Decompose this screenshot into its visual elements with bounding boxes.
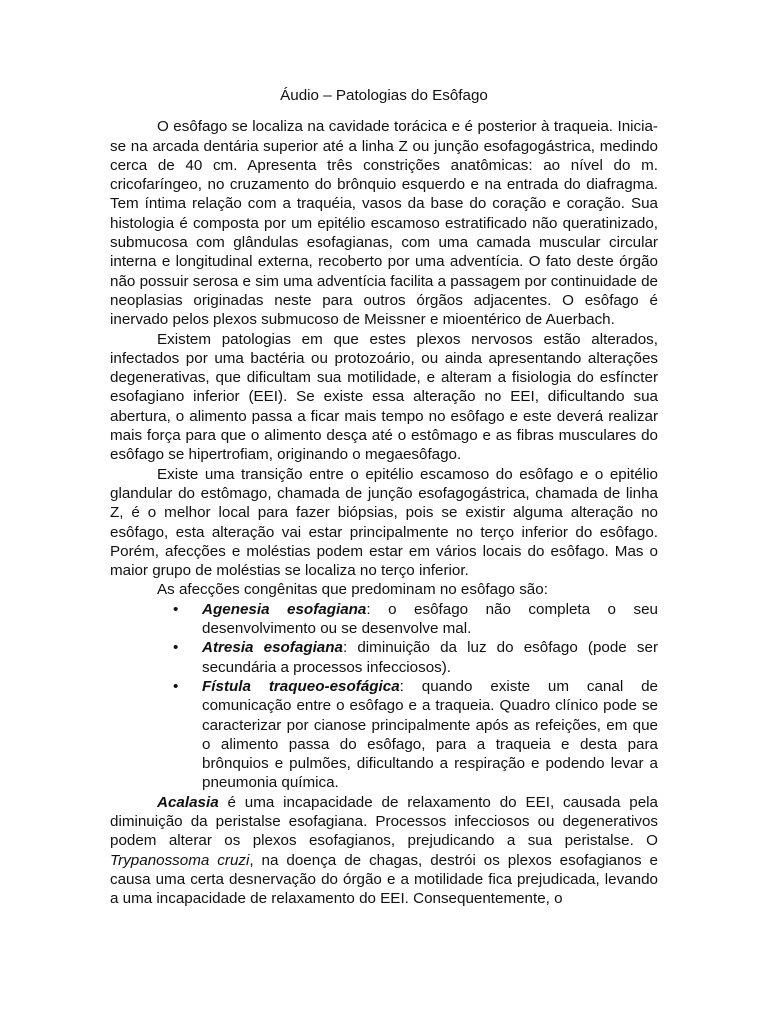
achalasia-text-b: , na doença de chagas, destrói os plexos esofagianos e causa uma certa desnervação do órgão e a motilidade fica prejudicada, levando a uma incapacidade de relaxamento do EEI. Consequentemente, o [110, 851, 658, 908]
list-item-term: Fístula traqueo-esofágica [202, 677, 400, 695]
list-item-text: : o esôfago não completa o seu desenvolvimento ou se desenvolve mal. [202, 600, 658, 638]
document-title: Áudio – Patologias do Esôfago [280, 87, 488, 104]
bullet-icon: • [173, 677, 179, 695]
paragraph-z-line: Existe uma transição entre o epitélio escamoso do esôfago e o epitélio glandular do estômago, chamada de junção esofagogástrica, chamada de linha Z, é o melhor local para fazer biópsias, pois se existir alguma alteração no esôfago, esta alteração vai estar principalmente no terço inferior do esôfago. Porém, afecções e moléstias podem estar em vários locais do esôfago. Mas o maior grupo de moléstias se localiza no terço inferior. [110, 465, 658, 580]
list-item-text: : quando existe um canal de comunicação entre o esôfago e a traqueia. Quadro clínico pode se caracterizar por cianose principalmente após as refeições, em que o alimento passa do esôfago, para a traqueia e desta para brônquios e pulmões, dificultando a respiração e podendo levar a pneumonia química. [202, 677, 658, 792]
congenital-list [110, 600, 658, 793]
paragraph-anatomy: O esôfago se localiza na cavidade torácica e é posterior à traqueia. Inicia-se na arcada dentária superior até a linha Z ou junção esofagogástrica, medindo cerca de 40 cm. Apresenta três constrições anatômicas: ao nível do m. cricofaríngeo, no cruzamento do brônquio esquerdo e na entrada do diafragma. Tem íntima relação com a traquéia, vasos da base do coração e coração. Sua histologia é composta por um epitélio escamoso estratificado não queratinizado, submucosa com glândulas esofagianas, com uma camada muscular circular interna e longitudinal externa, recoberto por uma adventícia. O fato deste órgão não possuir serosa e sim uma adventícia facilita a passagem por continuidade de neoplasias originadas neste para outros órgãos adjacentes. O esôfago é inervado pelos plexos submucoso de Meissner e mioentérico de Auerbach. [110, 118, 658, 329]
trypanosoma-term: Trypanossoma cruzi [110, 851, 250, 869]
list-item-text: : diminuição da luz do esôfago (pode ser secundária a processos infecciosos). [202, 639, 658, 676]
list-item [110, 638, 658, 677]
list-item-term: Agenesia esofagiana [202, 600, 367, 618]
list-item [110, 677, 658, 793]
paragraph-congenital-intro: As afecções congênitas que predominam no esôfago são: [157, 581, 548, 599]
achalasia-term: Acalasia [157, 793, 219, 811]
bullet-icon: • [173, 600, 179, 618]
achalasia-text-a: é uma incapacidade de relaxamento do EEI, causada pela diminuição da peristalse esofagiana. Processos infecciosos ou degenerativos podem alterar os plexos esofagianos, prejudicando a sua peristalse. O [110, 793, 658, 850]
bullet-icon: • [173, 639, 179, 657]
paragraph-achalasia [110, 793, 658, 909]
list-item [110, 600, 658, 639]
list-item-term: Atresia esofagiana [202, 639, 343, 657]
paragraph-plexus-pathologies: Existem patologias em que estes plexos nervosos estão alterados, infectados por uma bactéria ou protozoário, ou ainda apresentando alterações degenerativas, que dificultam sua motilidade, e alteram a fisiologia do esfíncter esofagiano inferior (EEI). Se existe essa alteração no EEI, dificultando sua abertura, o alimento passa a ficar mais tempo no esôfago e este deverá realizar mais força para que o alimento desça até o estômago e as fibras musculares do esôfago se hipertrofiam, originando o megaesôfago. [110, 330, 658, 464]
